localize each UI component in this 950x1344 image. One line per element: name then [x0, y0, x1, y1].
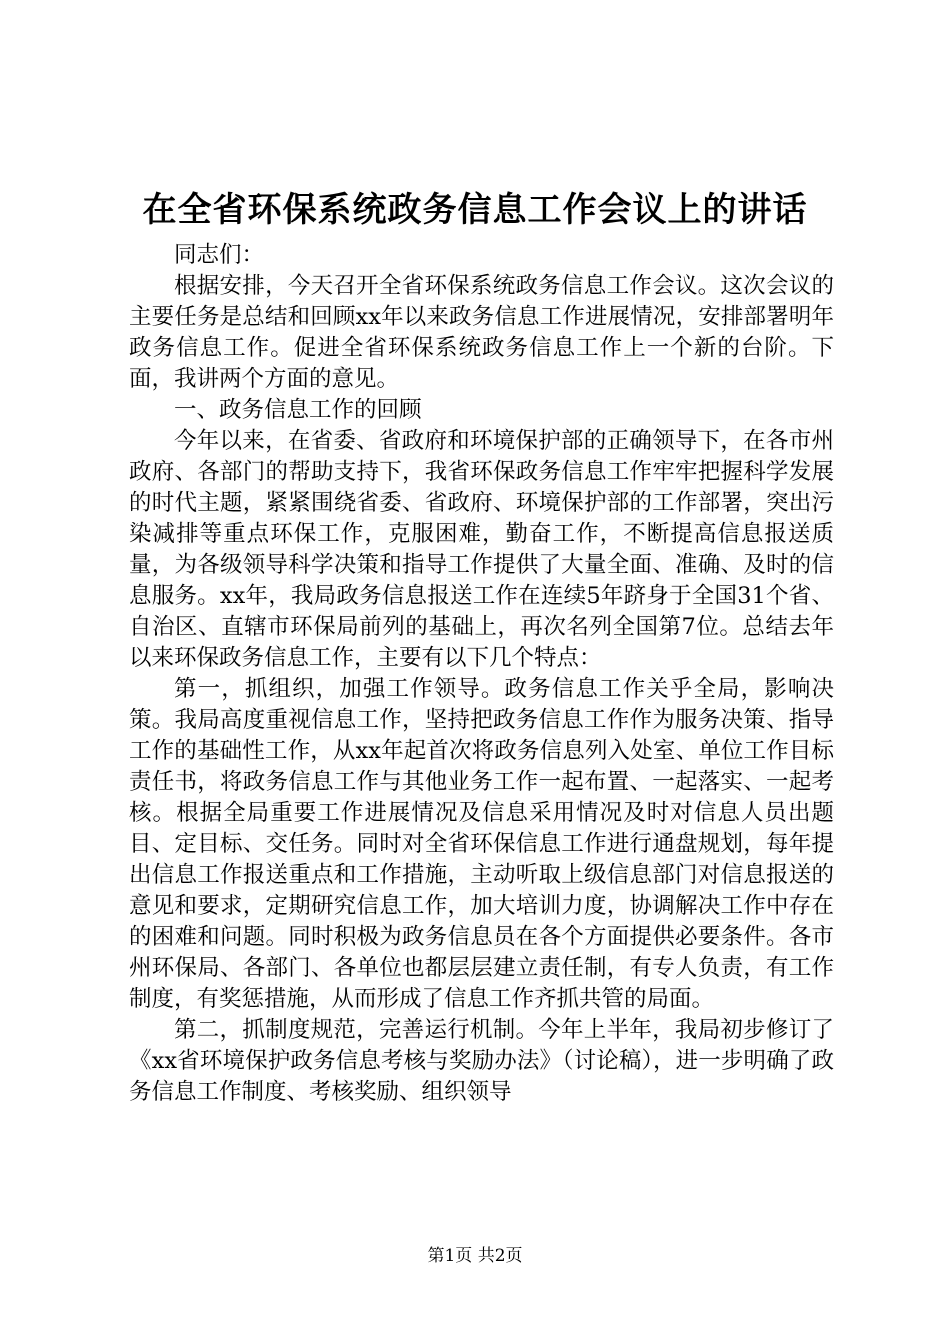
paragraph-overview: 今年以来，在省委、省政府和环境保护部的正确领导下，在各市州政府、各部门的帮助支持下，我省环保政务信息工作牢牢把握科学发展的时代主题，紧紧围绕省委、省政府、环境保护部的工作部署，突出污染减排等重点环保工作，克服困难，勤奋工作，不断提高信息报送质量，为各级领导科学决策和指导工作提供了大量全面、准确、及时的信息服务。xx年，我局政务信息报送工作在连续5年跻身于全国31个省、自治区、直辖市环保局前列的基础上，再次名列全国第7位。总结去年以来环保政务信息工作，主要有以下几个特点： — [129, 428, 834, 671]
paragraph-point-one: 第一，抓组织，加强工作领导。政务信息工作关乎全局，影响决策。我局高度重视信息工作，坚持把政务信息工作作为服务决策、指导工作的基础性工作，从xx年起首次将政务信息列入处室、单位工作目标责任书，将政务信息工作与其他业务工作一起布置、一起落实、一起考核。根据全局重要工作进展情况及信息采用情况及时对信息人员出题目、定目标、交任务。同时对全省环保信息工作进行通盘规划，每年提出信息工作报送重点和工作措施，主动听取上级信息部门对信息报送的意见和要求，定期研究信息工作，加大培训力度，协调解决工作中存在的困难和问题。同时积极为政务信息员在各个方面提供必要条件。各市州环保局、各部门、各单位也都层层建立责任制，有专人负责，有工作制度，有奖惩措施，从而形成了信息工作齐抓共管的局面。 — [129, 676, 834, 1012]
document-body — [129, 240, 834, 1108]
salutation: 同志们： — [174, 242, 265, 268]
section-heading-review: 一、政务信息工作的回顾 — [174, 397, 422, 423]
paragraph-intro: 根据安排，今天召开全省环保系统政务信息工作会议。这次会议的主要任务是总结和回顾xx年以来政务信息工作进展情况，安排部署明年政务信息工作。促进全省环保系统政务信息工作上一个新的台阶。下面，我讲两个方面的意见。 — [129, 273, 834, 392]
document-title: 在全省环保系统政务信息工作会议上的讲话 — [142, 190, 808, 230]
paragraph-point-two: 第二，抓制度规范，完善运行机制。今年上半年，我局初步修订了《xx省环境保护政务信息考核与奖励办法》（讨论稿），进一步明确了政务信息工作制度、考核奖励、组织领导 — [129, 1017, 834, 1105]
page-footer: 第1页 共2页 — [427, 1246, 523, 1266]
